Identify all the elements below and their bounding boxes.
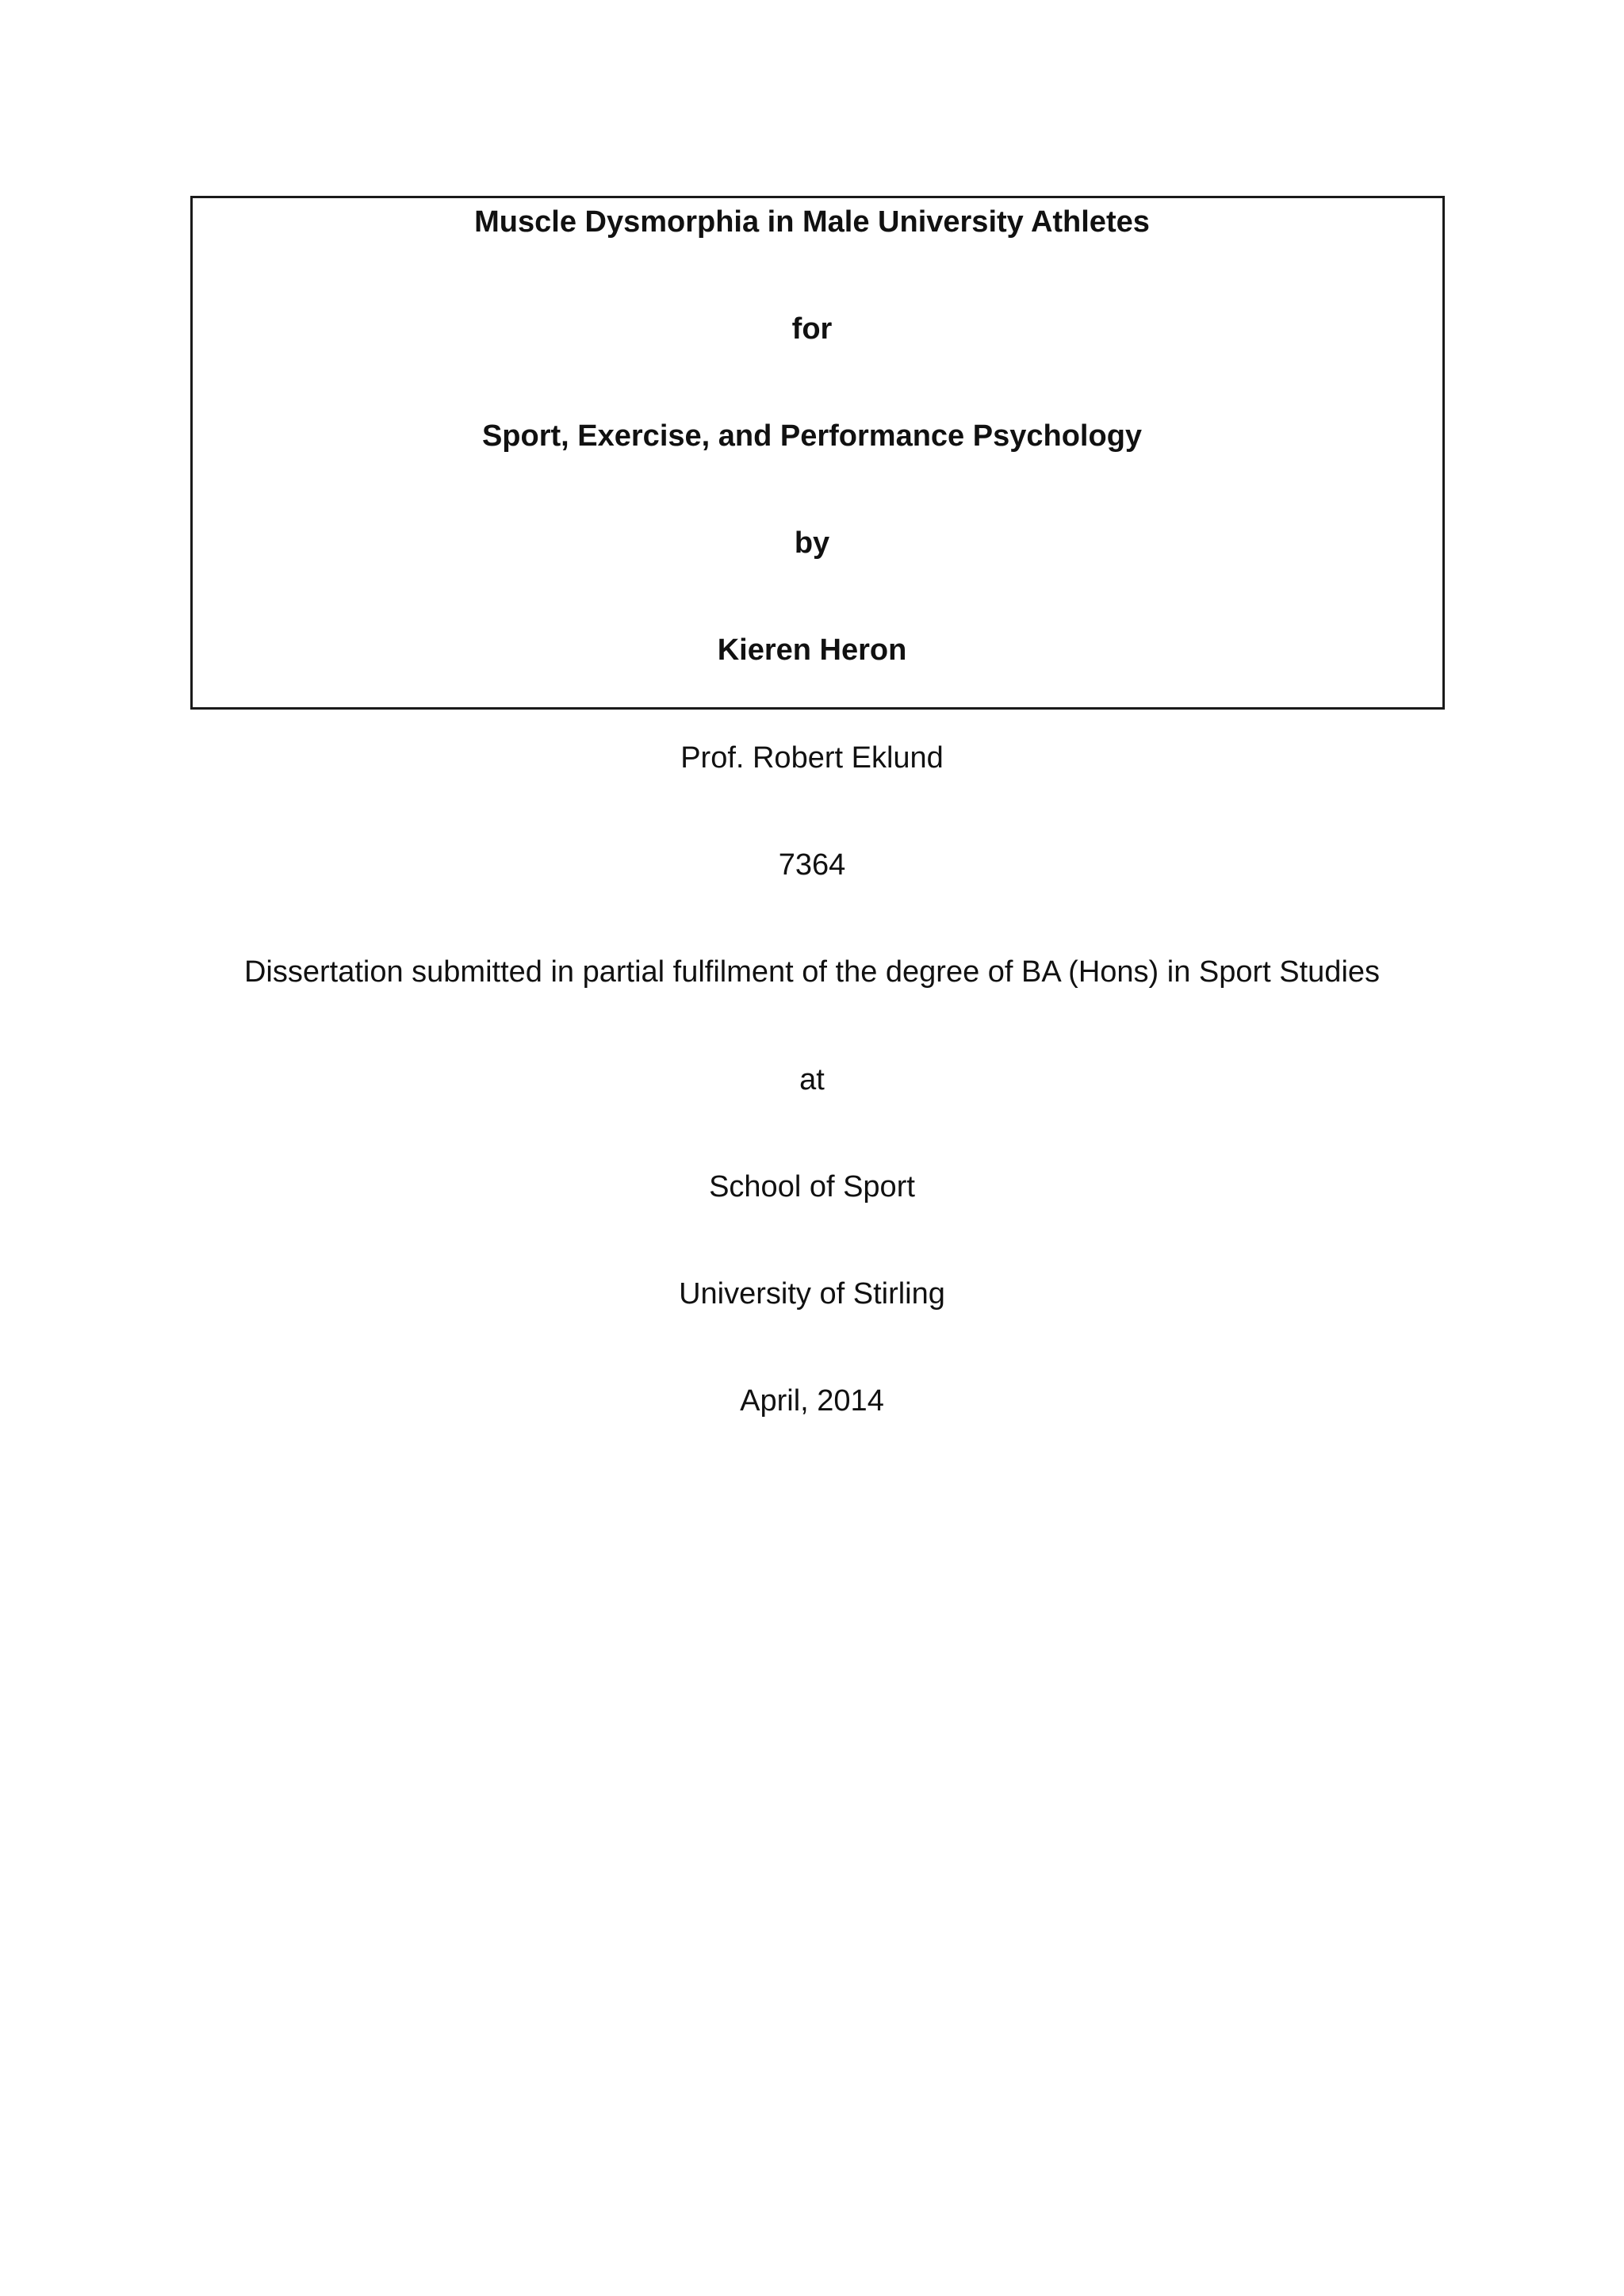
for-label: for	[791, 312, 833, 346]
programme-name: Sport, Exercise, and Performance Psychology	[481, 419, 1143, 453]
supervisor-name: Prof. Robert Eklund	[680, 741, 944, 775]
title-box	[190, 196, 1445, 710]
dissertation-title: Muscle Dysmorphia in Male University Athletes	[474, 205, 1150, 239]
degree-statement: Dissertation submitted in partial fulfilment of the degree of BA (Hons) in Sport Studies	[243, 955, 1381, 989]
author-name: Kieren Heron	[717, 633, 907, 667]
at-label: at	[799, 1063, 825, 1096]
submission-date: April, 2014	[740, 1384, 884, 1418]
school-name: School of Sport	[709, 1170, 915, 1203]
by-label: by	[794, 526, 830, 560]
student-number: 7364	[778, 848, 846, 882]
university-name: University of Stirling	[679, 1277, 945, 1311]
